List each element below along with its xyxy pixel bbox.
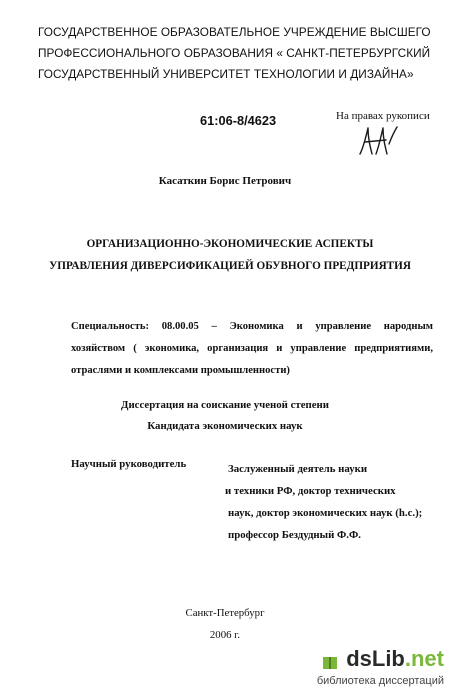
title-line: УПРАВЛЕНИЯ ДИВЕРСИФИКАЦИЕЙ ОБУВНОГО ПРЕДПРИЯТИЯ [49,260,411,272]
watermark-brand-left: dsLib [346,646,405,671]
title-line: ОРГАНИЗАЦИОННО-ЭКОНОМИЧЕСКИЕ АСПЕКТЫ [86,238,374,250]
supervisor-label: Научный руководитель [71,458,187,470]
specialty-line: Специальность: 08.00.05 – Экономика и управление народным [71,321,433,332]
degree-block [0,395,450,437]
specialty-line: отраслями и комплексами промышленности) [71,365,290,376]
specialty-line: хозяйством ( экономика, организация и управление предприятиями, [71,343,433,354]
specialty-block [71,316,433,382]
watermark-brand-right: .net [404,646,444,671]
header-line: ГОСУДАРСТВЕННЫЙ УНИВЕРСИТЕТ ТЕХНОЛОГИИ И ДИЗАЙНА» [38,67,414,81]
place-and-year [0,602,450,646]
watermark-brand [346,646,444,672]
degree-line: Диссертация на соискание ученой степени [121,399,329,411]
book-icon [321,654,339,672]
degree-line: Кандидата экономических наук [147,420,303,432]
header-line: ГОСУДАРСТВЕННОЕ ОБРАЗОВАТЕЛЬНОЕ УЧРЕЖДЕНИЕ ВЫСШЕГО [38,25,431,39]
city: Санкт-Петербург [185,607,265,619]
catalog-code: 61:06-8/4623 [200,113,277,128]
supervisor-line: профессор Бездудный Ф.Ф. [228,529,361,541]
supervisor-details [225,458,423,546]
year: 2006 г. [209,629,241,641]
rights-note: На правах рукописи [336,110,430,122]
dissertation-title [30,233,430,277]
supervisor-line: Заслуженный деятель науки [228,463,368,475]
handwritten-signature [356,124,400,158]
watermark-subtitle: библиотека диссертаций [316,675,444,687]
supervisor-line: и техники РФ, доктор технических [225,485,396,497]
supervisor-line: наук, доктор экономических наук (h.c.); [228,507,423,519]
author-name: Касаткин Борис Петрович [158,175,292,187]
institution-header [38,22,438,85]
dslib-watermark [303,646,448,696]
header-line: ПРОФЕССИОНАЛЬНОГО ОБРАЗОВАНИЯ « САНКТ-ПЕТЕРБУРГСКИЙ [38,46,431,60]
